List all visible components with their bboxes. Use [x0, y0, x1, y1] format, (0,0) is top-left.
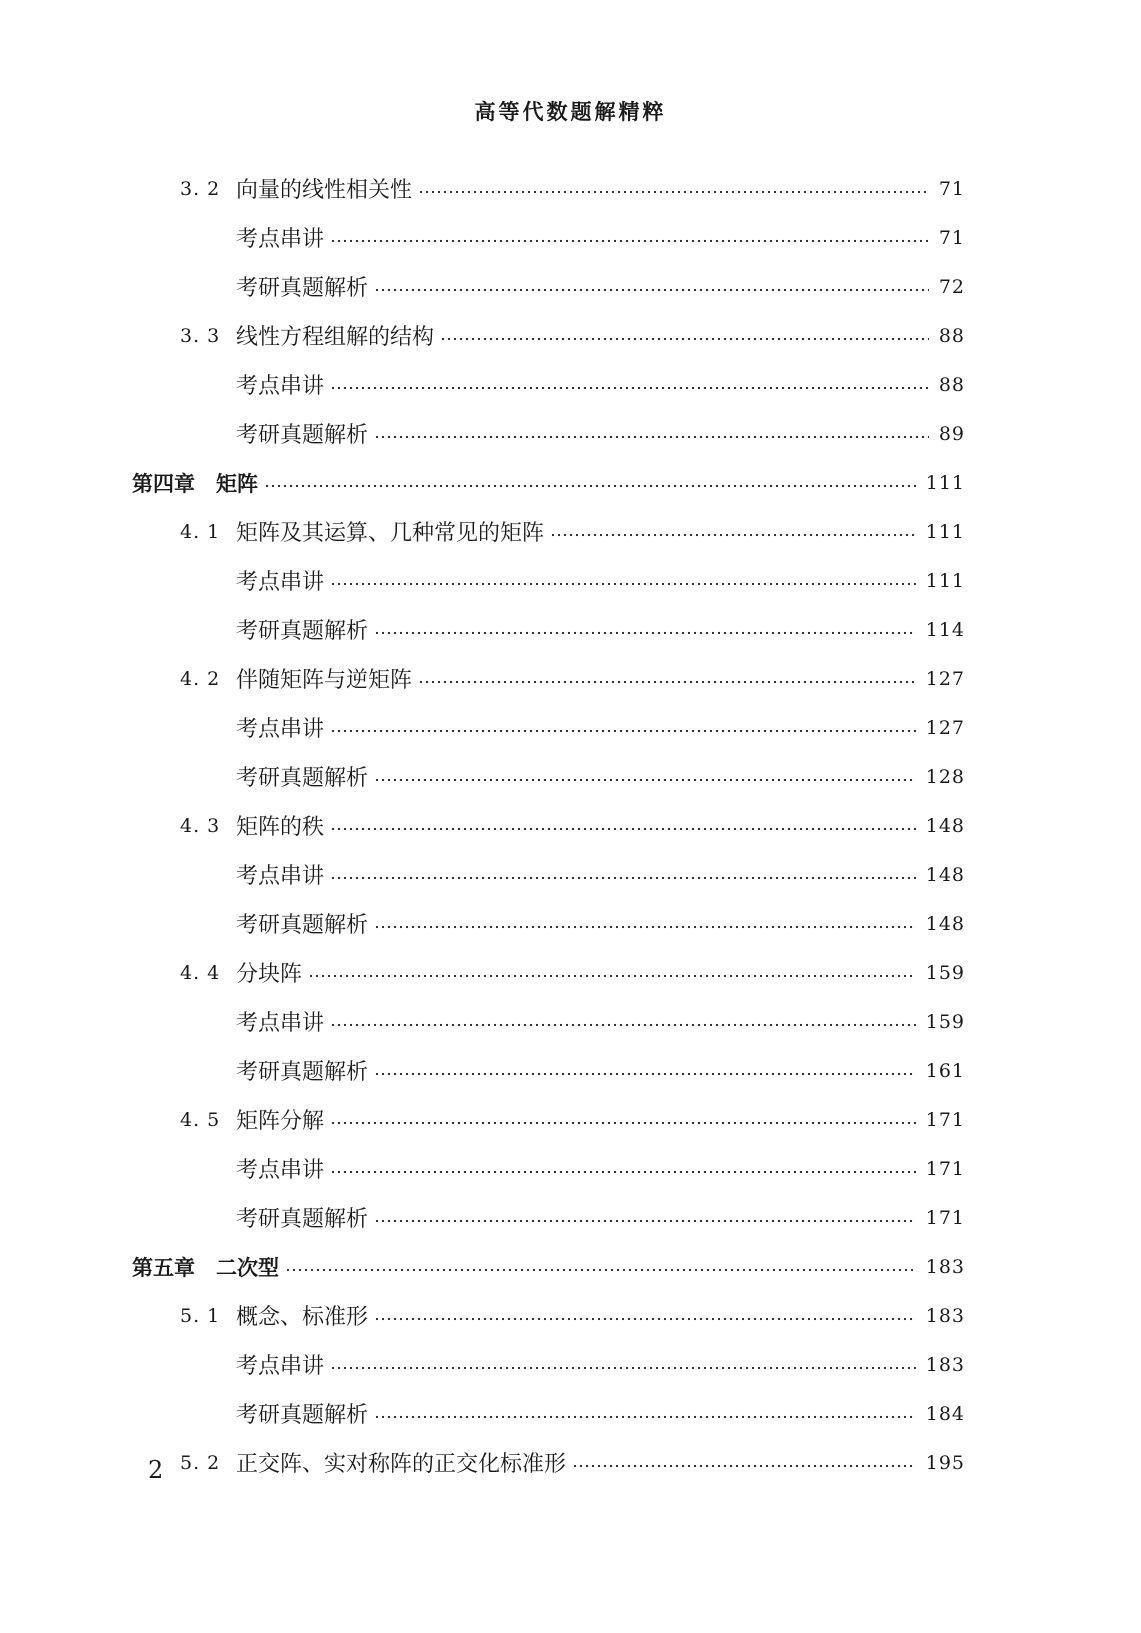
leader-dots: [374, 1415, 916, 1419]
toc-entry[interactable]: [0, 409, 1141, 458]
toc-entry[interactable]: [0, 1046, 1141, 1095]
section-title: 分块阵: [236, 962, 303, 987]
sub-title: 考点串讲: [236, 1158, 325, 1183]
sub-title: 考研真题解析: [236, 766, 369, 791]
sub-title: 考研真题解析: [236, 913, 369, 938]
sub-title: 考研真题解析: [236, 1403, 369, 1428]
leader-dots: [418, 680, 916, 684]
toc-entry[interactable]: [0, 1242, 1141, 1291]
page-ref: 114: [925, 618, 965, 641]
section-title: 向量的线性相关性: [236, 178, 413, 203]
toc-entry[interactable]: [0, 458, 1141, 507]
toc-entry[interactable]: [0, 605, 1141, 654]
sub-title: 考研真题解析: [236, 619, 369, 644]
toc-entry[interactable]: [0, 899, 1141, 948]
table-of-contents: [0, 164, 1141, 1487]
page-ref: 148: [925, 814, 965, 837]
page-ref: 171: [925, 1108, 965, 1131]
toc-entry[interactable]: [0, 213, 1141, 262]
leader-dots: [330, 386, 929, 390]
section-number: 5. 1: [180, 1304, 221, 1327]
page-ref: 111: [925, 520, 965, 543]
chapter-title: 第五章 二次型: [132, 1255, 279, 1280]
section-title: 伴随矩阵与逆矩阵: [236, 668, 413, 693]
sub-title: 考点串讲: [236, 570, 325, 595]
toc-entry[interactable]: [0, 360, 1141, 409]
page-ref: 161: [925, 1059, 965, 1082]
leader-dots: [374, 435, 929, 439]
toc-entry[interactable]: [0, 311, 1141, 360]
leader-dots: [330, 1366, 916, 1370]
section-number: 4. 1: [180, 520, 221, 543]
page-ref: 183: [925, 1255, 965, 1278]
leader-dots: [374, 1219, 916, 1223]
page-ref: 148: [925, 912, 965, 935]
page-ref: 183: [925, 1353, 965, 1376]
section-number: 3. 3: [180, 324, 221, 347]
section-number: 4. 3: [180, 814, 221, 837]
sub-title: 考点串讲: [236, 374, 325, 399]
toc-entry[interactable]: [0, 1291, 1141, 1340]
leader-dots: [330, 1170, 916, 1174]
toc-entry[interactable]: [0, 1095, 1141, 1144]
leader-dots: [264, 484, 916, 488]
toc-entry[interactable]: [0, 1389, 1141, 1438]
leader-dots: [374, 1317, 916, 1321]
section-title: 矩阵的秩: [236, 815, 325, 840]
section-number: 5. 2: [180, 1451, 221, 1474]
page-number: 2: [148, 1456, 164, 1484]
leader-dots: [330, 239, 929, 243]
sub-title: 考研真题解析: [236, 1207, 369, 1232]
page-ref: 183: [925, 1304, 965, 1327]
sub-title: 考点串讲: [236, 1011, 325, 1036]
page-ref: 159: [925, 1010, 965, 1033]
page-ref: 71: [938, 177, 965, 200]
page-ref: 159: [925, 961, 965, 984]
page-ref: 111: [925, 569, 965, 592]
section-title: 矩阵分解: [236, 1109, 325, 1134]
section-number: 3. 2: [180, 177, 221, 200]
leader-dots: [374, 631, 916, 635]
leader-dots: [374, 288, 929, 292]
toc-entry[interactable]: [0, 1144, 1141, 1193]
leader-dots: [330, 582, 916, 586]
sub-title: 考点串讲: [236, 227, 325, 252]
toc-entry[interactable]: [0, 850, 1141, 899]
page-ref: 148: [925, 863, 965, 886]
toc-entry[interactable]: [0, 1193, 1141, 1242]
sub-title: 考点串讲: [236, 1354, 325, 1379]
leader-dots: [418, 190, 929, 194]
running-header: 高等代数题解精粹: [474, 99, 667, 124]
leader-dots: [374, 778, 916, 782]
page-ref: 195: [925, 1451, 965, 1474]
sub-title: 考研真题解析: [236, 276, 369, 301]
leader-dots: [330, 729, 916, 733]
page-ref: 128: [925, 765, 965, 788]
page-ref: 127: [925, 716, 965, 739]
toc-entry[interactable]: [0, 1438, 1141, 1487]
leader-dots: [285, 1268, 916, 1272]
leader-dots: [330, 1121, 916, 1125]
leader-dots: [440, 337, 929, 341]
section-number: 4. 2: [180, 667, 221, 690]
section-title: 正交阵、实对称阵的正交化标准形: [236, 1452, 567, 1477]
sub-title: 考点串讲: [236, 864, 325, 889]
leader-dots: [330, 876, 916, 880]
toc-entry[interactable]: [0, 654, 1141, 703]
page-ref: 171: [925, 1206, 965, 1229]
leader-dots: [308, 974, 916, 978]
toc-entry[interactable]: [0, 752, 1141, 801]
section-number: 4. 4: [180, 961, 221, 984]
page-ref: 89: [938, 422, 965, 445]
page-ref: 184: [925, 1402, 965, 1425]
toc-entry[interactable]: [0, 164, 1141, 213]
leader-dots: [374, 925, 916, 929]
leader-dots: [572, 1464, 916, 1468]
page-ref: 127: [925, 667, 965, 690]
leader-dots: [374, 1072, 916, 1076]
leader-dots: [330, 827, 916, 831]
chapter-title: 第四章 矩阵: [132, 471, 258, 496]
page-ref: 88: [938, 373, 965, 396]
sub-title: 考研真题解析: [236, 423, 369, 448]
toc-entry[interactable]: [0, 507, 1141, 556]
leader-dots: [550, 533, 916, 537]
leader-dots: [330, 1023, 916, 1027]
toc-entry[interactable]: [0, 948, 1141, 997]
section-title: 矩阵及其运算、几种常见的矩阵: [236, 521, 545, 546]
page-ref: 88: [938, 324, 965, 347]
page-ref: 171: [925, 1157, 965, 1180]
section-number: 4. 5: [180, 1108, 221, 1131]
section-title: 线性方程组解的结构: [236, 325, 435, 350]
page-ref: 71: [938, 226, 965, 249]
toc-entry[interactable]: [0, 997, 1141, 1046]
sub-title: 考研真题解析: [236, 1060, 369, 1085]
toc-entry[interactable]: [0, 801, 1141, 850]
toc-entry[interactable]: [0, 703, 1141, 752]
page-ref: 111: [925, 471, 965, 494]
page-ref: 72: [938, 275, 965, 298]
section-title: 概念、标准形: [236, 1305, 369, 1330]
toc-entry[interactable]: [0, 556, 1141, 605]
sub-title: 考点串讲: [236, 717, 325, 742]
toc-entry[interactable]: [0, 262, 1141, 311]
toc-entry[interactable]: [0, 1340, 1141, 1389]
